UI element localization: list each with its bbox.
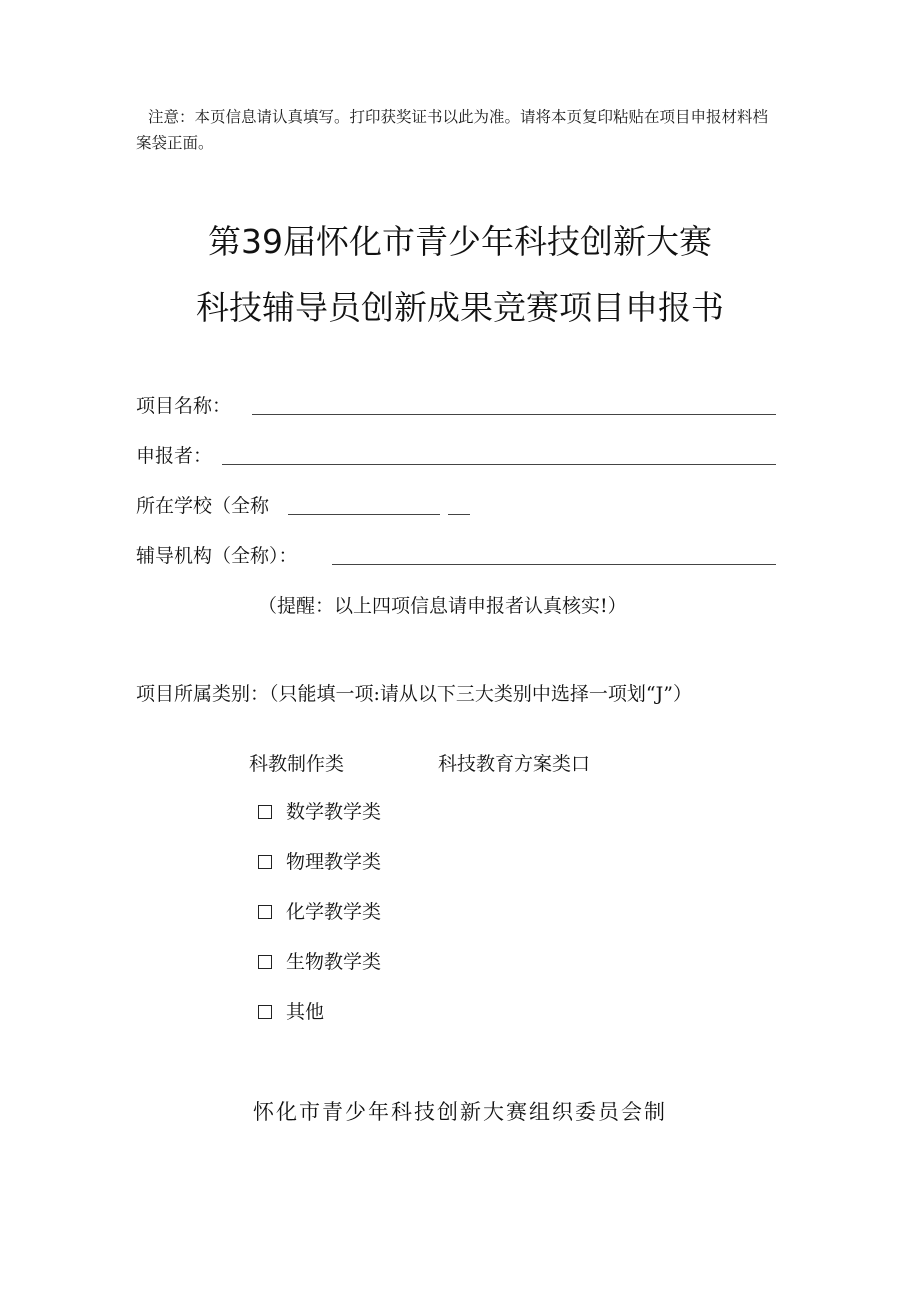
applicant-label: 申报者： [136,445,213,467]
school-input-line[interactable] [288,514,440,515]
checkbox-icon[interactable] [258,955,272,969]
option-math[interactable] [258,799,381,825]
organizer-footer: 怀化市青少年科技创新大赛组织委员会制 [253,1100,667,1124]
project-name-label: 项目名称： [136,395,232,417]
checkbox-icon[interactable] [258,1005,272,1019]
category-column-making: 科教制作类 [249,753,345,775]
checkbox-icon[interactable] [258,905,272,919]
category-column-education-plan[interactable]: 科技教育方案类口 [438,753,591,775]
checkbox-icon[interactable] [258,855,272,869]
category-prompt: 项目所属类别：（只能填一项:请从以下三大类别中选择一项划“J”） [136,683,692,705]
reminder-text: （提醒：以上四项信息请申报者认真核实!） [258,595,627,617]
notice-line-1: 注意：本页信息请认真填写。打印获奖证书以此为准。请将本页复印粘贴在项目申报材料档 [148,108,769,126]
checkbox-icon[interactable] [258,805,272,819]
page-title-line-2: 科技辅导员创新成果竞赛项目申报书 [196,288,724,327]
applicant-input-line[interactable] [222,464,776,465]
option-label: 化学教学类 [286,901,382,923]
option-label: 生物教学类 [286,951,382,973]
notice-text [136,104,848,156]
option-label: 其他 [286,1001,325,1023]
school-input-line-tail [448,514,470,515]
option-chemistry[interactable] [258,899,381,925]
page-title-line-1: 第39届怀化市青少年科技创新大赛 [208,222,712,261]
institution-input-line[interactable] [332,564,776,565]
institution-label: 辅导机构（全称）： [136,545,298,567]
option-label: 数学教学类 [286,801,382,823]
option-other[interactable] [258,999,324,1025]
option-physics[interactable] [258,849,381,875]
option-biology[interactable] [258,949,381,975]
project-name-input-line[interactable] [252,414,776,415]
option-label: 物理教学类 [286,851,382,873]
notice-line-2: 案袋正面。 [136,134,214,152]
school-label: 所在学校（全称 [136,495,270,517]
